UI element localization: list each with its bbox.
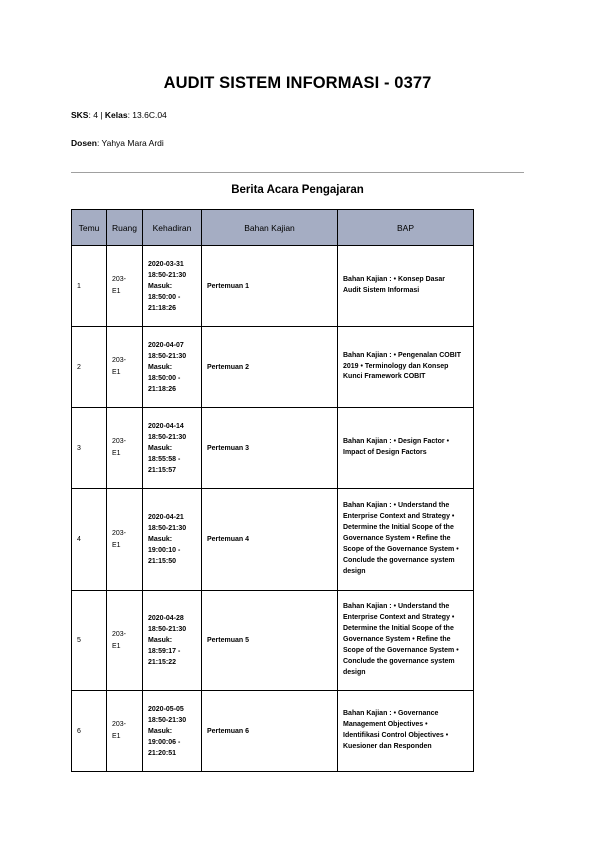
bap-line: Kuesioner dan Responden (343, 742, 432, 750)
kehadiran-line: 2020-05-05 (148, 705, 184, 713)
ruang-line: E1 (112, 288, 121, 295)
dosen-value: : Yahya Mara Ardi (96, 138, 164, 148)
document-title: AUDIT SISTEM INFORMASI - 0377 (163, 74, 432, 92)
bap-line: Bahan Kajian : • Governance (343, 710, 439, 718)
kehadiran-line: 21:18:26 (148, 385, 177, 393)
cell-ruang (107, 246, 143, 327)
kehadiran-line: 2020-03-31 (148, 260, 184, 268)
bap-line: Bahan Kajian : • Understand the (343, 603, 450, 611)
cell-bahan-kajian: Pertemuan 2 (202, 327, 338, 408)
kehadiran-line: Masuk: (148, 536, 173, 543)
column-header-kehadiran: Kehadiran (143, 210, 202, 246)
cell-bap (338, 327, 474, 408)
bap-line: Impact of Design Factors (343, 449, 427, 456)
column-header-temu: Temu (72, 210, 107, 246)
bap-line: Bahan Kajian : • Understand the (343, 502, 450, 510)
cell-kehadiran (143, 691, 202, 772)
kehadiran-line: 18:50-21:30 (148, 525, 187, 532)
column-header-ruang: Ruang (107, 210, 143, 246)
kehadiran-line: Masuk: (148, 444, 173, 452)
kehadiran-line: 18:50-21:30 (148, 716, 187, 724)
cell-bap (338, 691, 474, 772)
kehadiran-line: Masuk: (148, 727, 173, 735)
bap-line: Audit Sistem Informasi (343, 287, 420, 294)
kehadiran-line: 18:50-21:30 (148, 433, 187, 441)
bap-line: Kunci Framework COBIT (343, 373, 426, 381)
table-row (72, 691, 474, 772)
bap-line: Scope of the Governance System • (343, 545, 459, 553)
kehadiran-line: 21:15:57 (148, 466, 177, 474)
cell-temu: 4 (72, 489, 107, 591)
kehadiran-line: Masuk: (148, 637, 173, 644)
bap-line: Bahan Kajian : • Konsep Dasar (343, 276, 446, 284)
ruang-line: 203- (112, 630, 127, 638)
cell-ruang (107, 691, 143, 772)
ruang-line: 203- (112, 276, 127, 283)
kehadiran-line: 2020-04-21 (148, 514, 184, 521)
bap-line: Governance System • Refine the (343, 636, 451, 644)
course-info (71, 110, 167, 120)
ruang-line: 203- (112, 721, 127, 728)
kehadiran-line: 18:59:17 - (148, 648, 181, 655)
dosen-label: Dosen (71, 138, 97, 148)
bap-line: Scope of the Governance System • (343, 646, 459, 654)
cell-ruang (107, 408, 143, 489)
kehadiran-line: 21:15:22 (148, 659, 177, 666)
cell-bap (338, 246, 474, 327)
sks-value: : 4 | (88, 110, 105, 120)
kehadiran-line: 18:50-21:30 (148, 352, 187, 360)
ruang-line: 203- (112, 529, 127, 537)
cell-temu: 6 (72, 691, 107, 772)
cell-kehadiran (143, 246, 202, 327)
column-header-bap: BAP (338, 210, 474, 246)
cell-kehadiran (143, 591, 202, 691)
kehadiran-line: 19:00:06 - (148, 738, 181, 746)
cell-bahan-kajian: Pertemuan 5 (202, 591, 338, 691)
bap-line: Identifikasi Control Objectives • (343, 732, 449, 739)
kelas-label: Kelas (104, 110, 128, 120)
section-title: Berita Acara Pengajaran (231, 184, 364, 196)
teaching-report-table (71, 209, 474, 772)
cell-bap (338, 489, 474, 591)
kehadiran-line: 18:50-21:30 (148, 626, 187, 633)
cell-kehadiran (143, 489, 202, 591)
bap-line: Determine the Initial Scope of the (343, 625, 454, 633)
table-row (72, 246, 474, 327)
cell-bap (338, 591, 474, 691)
cell-ruang (107, 327, 143, 408)
divider (71, 172, 524, 173)
kehadiran-line: 21:18:26 (148, 304, 177, 312)
table-row (72, 489, 474, 591)
kehadiran-line: 2020-04-28 (148, 615, 184, 622)
ruang-line: E1 (112, 450, 121, 457)
kehadiran-line: 18:50-21:30 (148, 271, 187, 279)
cell-bap (338, 408, 474, 489)
bap-line: Governance System • Refine the (343, 535, 451, 543)
cell-temu: 5 (72, 591, 107, 691)
cell-ruang (107, 591, 143, 691)
bap-line: Bahan Kajian : • Pengenalan COBIT (343, 351, 461, 359)
cell-bahan-kajian: Pertemuan 3 (202, 408, 338, 489)
kehadiran-line: 19:00:10 - (148, 547, 181, 554)
bap-line: Bahan Kajian : • Design Factor • (343, 438, 450, 446)
table-body (72, 246, 474, 772)
ruang-line: 203- (112, 357, 127, 364)
ruang-line: E1 (112, 541, 121, 549)
bap-line: Enterprise Context and Strategy • (343, 614, 455, 622)
kehadiran-line: 2020-04-07 (148, 341, 184, 349)
lecturer-info (71, 138, 164, 148)
table-row (72, 591, 474, 691)
bap-line: Management Objectives • (343, 721, 428, 729)
kehadiran-line: 21:20:51 (148, 749, 177, 757)
bap-line: Conclude the governance system (343, 657, 455, 665)
ruang-line: E1 (112, 642, 121, 650)
cell-bahan-kajian: Pertemuan 4 (202, 489, 338, 591)
kehadiran-line: 21:15:50 (148, 558, 177, 565)
column-header-bahan-kajian: Bahan Kajian (202, 210, 338, 246)
bap-line: 2019 • Terminology dan Konsep (343, 362, 449, 370)
table-row (72, 408, 474, 489)
sks-label: SKS (71, 110, 89, 120)
cell-temu: 3 (72, 408, 107, 489)
ruang-line: E1 (112, 369, 121, 376)
kehadiran-line: 2020-04-14 (148, 422, 184, 430)
bap-line: design (343, 567, 366, 575)
bap-line: design (343, 668, 366, 676)
kehadiran-line: 18:55:58 - (148, 455, 181, 463)
table-row (72, 327, 474, 408)
ruang-line: E1 (112, 733, 121, 740)
cell-temu: 1 (72, 246, 107, 327)
cell-bahan-kajian: Pertemuan 1 (202, 246, 338, 327)
ruang-line: 203- (112, 438, 127, 445)
bap-line: Determine the Initial Scope of the (343, 524, 454, 532)
cell-kehadiran (143, 327, 202, 408)
kehadiran-line: 18:50:00 - (148, 293, 181, 301)
bap-line: Conclude the governance system (343, 556, 455, 564)
cell-temu: 2 (72, 327, 107, 408)
kehadiran-line: Masuk: (148, 282, 173, 290)
cell-bahan-kajian: Pertemuan 6 (202, 691, 338, 772)
cell-kehadiran (143, 408, 202, 489)
kehadiran-line: 18:50:00 - (148, 374, 181, 382)
kelas-value: : 13.6C.04 (127, 110, 167, 120)
kehadiran-line: Masuk: (148, 363, 173, 371)
cell-ruang (107, 489, 143, 591)
bap-line: Enterprise Context and Strategy • (343, 513, 455, 521)
table-header-row (72, 210, 474, 246)
